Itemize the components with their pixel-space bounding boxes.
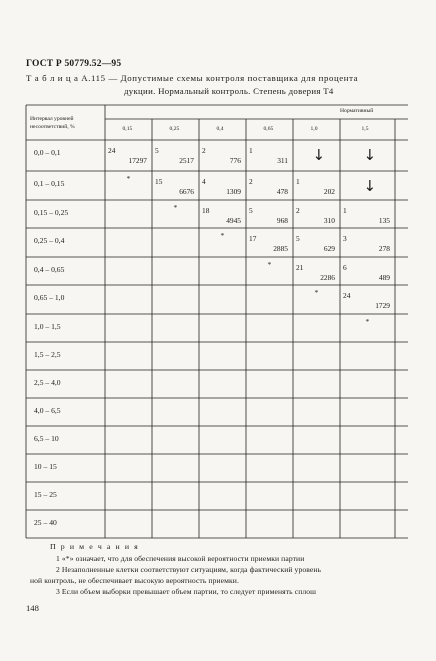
left-column-header [30,115,75,131]
star-mark: * [173,203,178,212]
note-1: 1 «*» означает, что для обеспечения высокой вероятности приемки партии [56,554,305,563]
sample-size: 311 [277,156,288,165]
plan-cell [202,177,241,197]
table-caption-line1: Т а б л и ц а А.115 — Допустимые схемы контроля поставщика для процента [26,73,359,83]
row-label: 0,15 – 0,25 [34,208,69,217]
down-arrow-icon: ↓ [363,177,377,195]
sample-size: 776 [229,156,241,165]
row-label: 0,4 – 0,65 [34,265,65,274]
acceptance-number: 1 [296,177,300,186]
sample-size: 135 [378,216,390,225]
row-label: 15 – 25 [34,490,57,499]
note-2: 2 Незаполненные клетки соответствуют ситуациям, когда фактический уровень [56,565,322,574]
plan-cell [296,263,335,283]
acceptance-number: 1 [249,146,253,155]
table-caption-line2: дукции. Нормальный контроль. Степень доверия Т4 [124,86,334,96]
sample-size: 2286 [320,273,335,282]
row-label: 1,5 – 2,5 [34,350,61,359]
plan-cell [202,206,241,226]
acceptance-number: 2 [202,146,206,155]
sample-size: 6676 [179,187,194,196]
plan-cell [343,234,390,254]
plan-cell [108,146,147,166]
column-header: 0,65 [263,126,274,132]
acceptance-number: 2 [296,206,300,215]
sample-size: 1729 [375,301,390,310]
plan-cell [202,146,241,166]
plan-cell [343,263,390,283]
plan-cell [155,146,194,166]
acceptance-number: 6 [343,263,347,272]
plan-cell [249,206,288,226]
row-label: 10 – 15 [34,462,57,471]
star-mark: * [220,231,225,240]
sample-size: 2517 [179,156,194,165]
plan-cell [249,234,288,254]
group-header: Нормативный [340,108,374,114]
plan-cell [155,177,194,197]
sample-size: 968 [276,216,288,225]
acceptance-number: 24 [108,146,116,155]
acceptance-number: 4 [202,177,206,186]
star-mark: * [126,174,131,183]
sample-size: 202 [323,187,335,196]
sample-size: 629 [323,244,335,253]
column-header: 1,5 [361,126,369,132]
sample-size: 17297 [128,156,147,165]
row-label: 6,5 – 10 [34,434,59,443]
acceptance-number: 24 [343,291,351,300]
plan-cell [296,234,335,254]
plan-cell [343,291,390,311]
sample-size: 310 [323,216,335,225]
plan-cell [249,177,288,197]
acceptance-number: 15 [155,177,163,186]
down-arrow-icon: ↓ [312,146,326,164]
plan-cell [296,177,335,197]
acceptance-number: 3 [343,234,347,243]
acceptance-number: 5 [249,206,253,215]
sample-size: 2885 [273,244,288,253]
down-arrow-icon: ↓ [363,146,377,164]
row-label: 0,65 – 1,0 [34,293,65,302]
column-header: 1,0 [310,126,318,132]
column-header: 0,15 [122,126,133,132]
column-header: 0,4 [216,126,224,132]
sample-size: 489 [378,273,390,282]
acceptance-number: 1 [343,206,347,215]
row-label: 0,1 – 0,15 [34,179,65,188]
left-header-line1: Интервал уровней [30,116,74,122]
row-label: 0,25 – 0,4 [34,236,65,245]
plan-cell [343,206,390,226]
acceptance-number: 5 [155,146,159,155]
star-mark: * [267,260,272,269]
acceptance-number: 17 [249,234,257,243]
note-3: 3 Если объем выборки превышает объем партии, то следует применять сплош [56,587,317,596]
row-label: 4,0 – 6,5 [34,406,61,415]
star-mark: * [365,317,370,326]
row-label: 25 – 40 [34,518,57,527]
sample-size: 1309 [226,187,241,196]
sample-size: 278 [378,244,390,253]
column-header: 0,25 [169,126,180,132]
star-mark: * [314,288,319,297]
notes-title: П р и м е ч а н и я [50,542,140,551]
acceptance-number: 5 [296,234,300,243]
note-2-cont: ной контроль, не обеспечивает высокую вероятность приемки. [30,576,239,585]
sample-size: 478 [276,187,288,196]
acceptance-number: 21 [296,263,304,272]
left-header-line2: несоответствий, % [30,124,75,130]
plan-cell [249,146,288,166]
acceptance-number: 18 [202,206,210,215]
row-label: 2,5 – 4,0 [34,378,61,387]
plan-cell [296,206,335,226]
row-label: 0,0 – 0,1 [34,148,61,157]
acceptance-number: 2 [249,177,253,186]
row-label: 1,0 – 1,5 [34,322,61,331]
sample-size: 4945 [226,216,241,225]
standard-title: ГОСТ Р 50779.52—95 [26,59,122,69]
page-number: 148 [26,603,39,613]
